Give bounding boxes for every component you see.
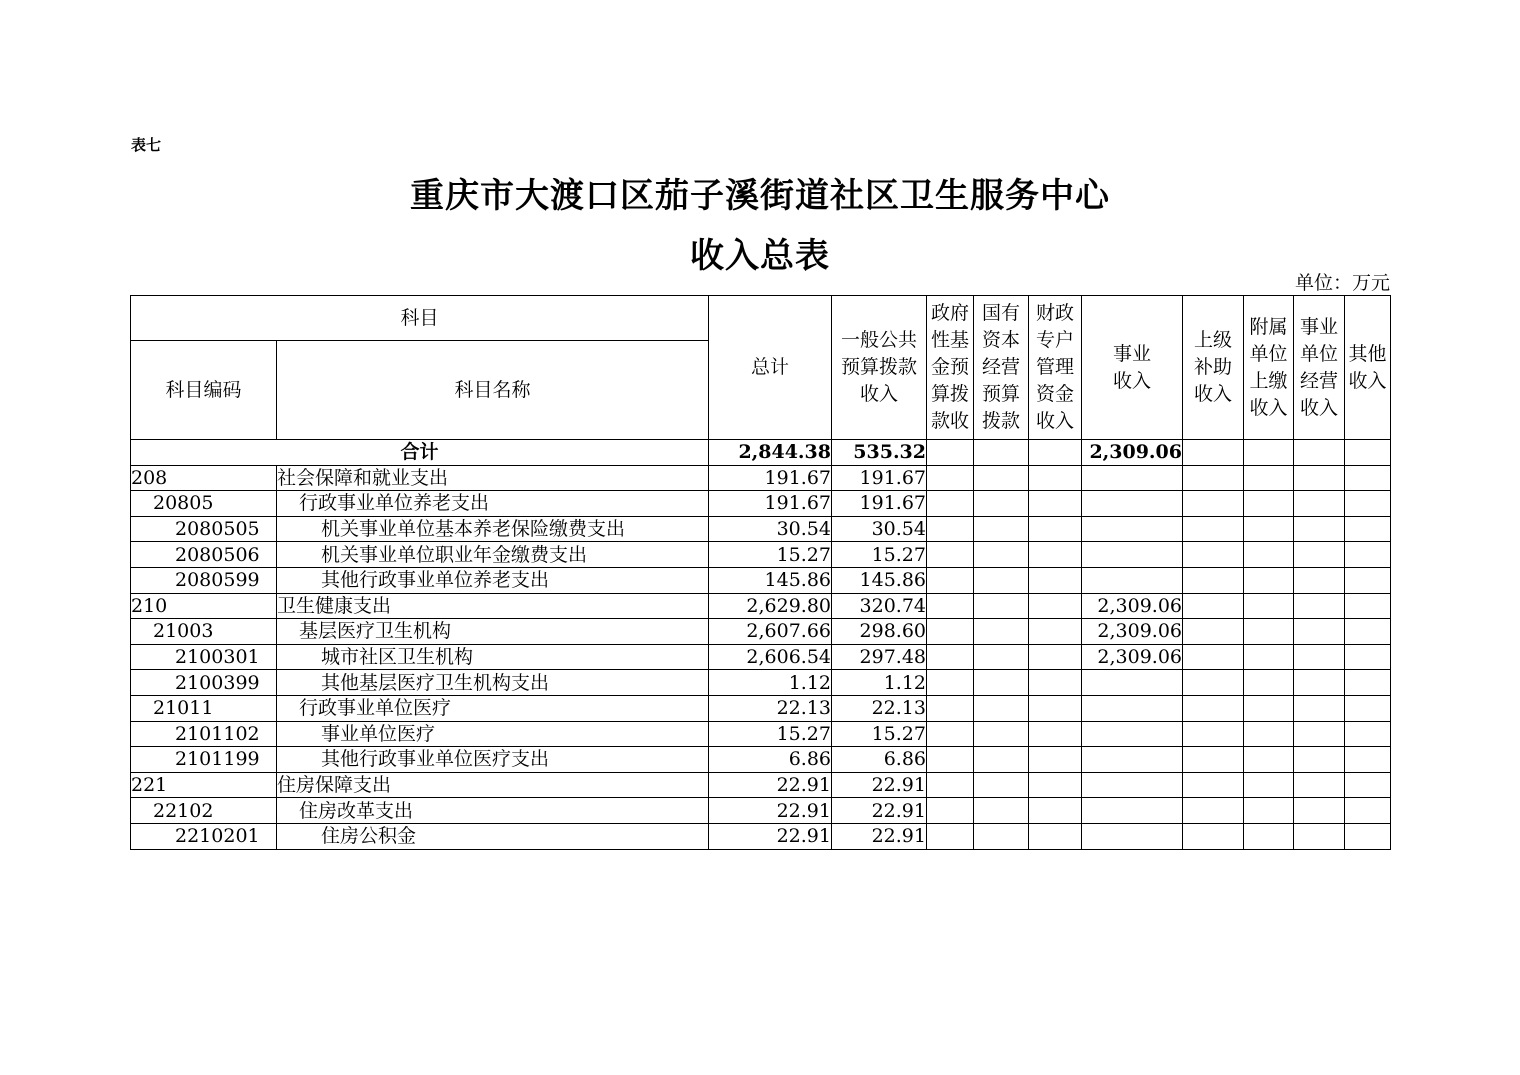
row-general-budget: 15.27 (832, 721, 927, 747)
summary-general-budget: 535.32 (832, 440, 927, 466)
empty-cell (1183, 491, 1244, 517)
row-name: 基层医疗卫生机构 (277, 619, 709, 645)
empty-cell (974, 823, 1029, 849)
empty-cell (927, 798, 974, 824)
empty-cell (1294, 516, 1345, 542)
empty-cell (927, 670, 974, 696)
row-business-income (1082, 721, 1183, 747)
row-business-income (1082, 465, 1183, 491)
row-code: 22102 (131, 798, 277, 824)
empty-cell (1345, 516, 1391, 542)
empty-cell (1029, 567, 1082, 593)
empty-cell (974, 440, 1029, 466)
table-row (131, 491, 1391, 517)
empty-cell (1294, 747, 1345, 773)
empty-cell (1345, 798, 1391, 824)
row-business-income (1082, 516, 1183, 542)
row-general-budget: 298.60 (832, 619, 927, 645)
empty-cell (1345, 542, 1391, 568)
empty-cell (1029, 440, 1082, 466)
row-name: 社会保障和就业支出 (277, 465, 709, 491)
empty-cell (1345, 619, 1391, 645)
row-code: 2080505 (131, 516, 277, 542)
row-name: 行政事业单位养老支出 (277, 491, 709, 517)
empty-cell (1345, 465, 1391, 491)
empty-cell (1345, 721, 1391, 747)
row-name: 其他行政事业单位养老支出 (277, 567, 709, 593)
empty-cell (974, 772, 1029, 798)
empty-cell (1345, 772, 1391, 798)
table-row (131, 644, 1391, 670)
empty-cell (1244, 593, 1294, 619)
empty-cell (1345, 695, 1391, 721)
empty-cell (1294, 798, 1345, 824)
empty-cell (974, 593, 1029, 619)
row-name: 城市社区卫生机构 (277, 644, 709, 670)
empty-cell (1183, 567, 1244, 593)
empty-cell (1294, 542, 1345, 568)
empty-cell (1345, 644, 1391, 670)
empty-cell (974, 747, 1029, 773)
row-total: 22.91 (709, 798, 832, 824)
row-code: 2080599 (131, 567, 277, 593)
empty-cell (1244, 695, 1294, 721)
empty-cell (927, 823, 974, 849)
table-row (131, 823, 1391, 849)
header-fiscal-special (1029, 296, 1082, 440)
empty-cell (1294, 772, 1345, 798)
empty-cell (1183, 695, 1244, 721)
empty-cell (927, 619, 974, 645)
empty-cell (974, 465, 1029, 491)
row-general-budget: 191.67 (832, 465, 927, 491)
empty-cell (1244, 619, 1294, 645)
empty-cell (1029, 747, 1082, 773)
header-other-income (1345, 296, 1391, 440)
empty-cell (1244, 721, 1294, 747)
row-business-income (1082, 491, 1183, 517)
row-general-budget: 6.86 (832, 747, 927, 773)
empty-cell (1183, 516, 1244, 542)
empty-cell (1244, 798, 1294, 824)
empty-cell (927, 747, 974, 773)
row-general-budget: 22.13 (832, 695, 927, 721)
row-name: 其他基层医疗卫生机构支出 (277, 670, 709, 696)
row-total: 2,607.66 (709, 619, 832, 645)
row-name: 机关事业单位基本养老保险缴费支出 (277, 516, 709, 542)
empty-cell (927, 516, 974, 542)
empty-cell (1244, 465, 1294, 491)
empty-cell (1183, 747, 1244, 773)
empty-cell (927, 695, 974, 721)
header-business-income (1082, 296, 1183, 440)
header-general-budget (832, 296, 927, 440)
row-business-income (1082, 798, 1183, 824)
table-label: 表七 (131, 136, 162, 154)
empty-cell (1183, 542, 1244, 568)
empty-cell (1029, 491, 1082, 517)
row-name: 住房改革支出 (277, 798, 709, 824)
header-general-budget-text: 一般公共预算拨款收入 (840, 329, 917, 405)
row-general-budget: 1.12 (832, 670, 927, 696)
header-fiscal-special-text: 财政专户管理资金收入 (1035, 302, 1074, 432)
empty-cell (1029, 670, 1082, 696)
row-code: 2101102 (131, 721, 277, 747)
page-subtitle: 收入总表 (690, 236, 830, 276)
header-other-income-text: 其他收入 (1348, 342, 1387, 392)
empty-cell (1029, 772, 1082, 798)
empty-cell (974, 798, 1029, 824)
row-code: 2080506 (131, 542, 277, 568)
empty-cell (1244, 491, 1294, 517)
empty-cell (974, 542, 1029, 568)
empty-cell (1029, 619, 1082, 645)
empty-cell (1244, 440, 1294, 466)
empty-cell (1345, 440, 1391, 466)
empty-cell (974, 644, 1029, 670)
header-superior-subsidy (1183, 296, 1244, 440)
row-code: 21011 (131, 695, 277, 721)
header-state-capital-text: 国有资本经营预算拨款 (981, 302, 1020, 432)
header-code: 科目编码 (131, 341, 277, 440)
row-code: 21003 (131, 619, 277, 645)
empty-cell (1294, 465, 1345, 491)
empty-cell (1244, 670, 1294, 696)
empty-cell (927, 491, 974, 517)
summary-total: 2,844.38 (709, 440, 832, 466)
empty-cell (1345, 823, 1391, 849)
table-row (131, 670, 1391, 696)
header-gov-fund-text: 政府性基金预算拨款收 (930, 302, 969, 432)
page-title: 重庆市大渡口区茄子溪街道社区卫生服务中心 (410, 176, 1110, 216)
empty-cell (927, 465, 974, 491)
table-row (131, 567, 1391, 593)
empty-cell (1183, 823, 1244, 849)
empty-cell (1183, 465, 1244, 491)
row-code: 2100301 (131, 644, 277, 670)
empty-cell (1244, 567, 1294, 593)
row-business-income: 2,309.06 (1082, 644, 1183, 670)
empty-cell (1244, 542, 1294, 568)
row-business-income (1082, 772, 1183, 798)
header-affiliated-income (1244, 296, 1294, 440)
header-state-capital (974, 296, 1029, 440)
empty-cell (1183, 798, 1244, 824)
row-total: 6.86 (709, 747, 832, 773)
table-row (131, 593, 1391, 619)
empty-cell (1244, 747, 1294, 773)
row-general-budget: 22.91 (832, 772, 927, 798)
row-code: 221 (131, 772, 277, 798)
empty-cell (1294, 619, 1345, 645)
empty-cell (1294, 567, 1345, 593)
empty-cell (1029, 593, 1082, 619)
header-gov-fund (927, 296, 974, 440)
row-business-income (1082, 747, 1183, 773)
empty-cell (1183, 440, 1244, 466)
empty-cell (1244, 772, 1294, 798)
empty-cell (927, 644, 974, 670)
row-name: 行政事业单位医疗 (277, 695, 709, 721)
empty-cell (1244, 516, 1294, 542)
row-total: 1.12 (709, 670, 832, 696)
empty-cell (1183, 593, 1244, 619)
row-total: 22.13 (709, 695, 832, 721)
empty-cell (974, 516, 1029, 542)
row-code: 2210201 (131, 823, 277, 849)
empty-cell (1345, 491, 1391, 517)
row-code: 2100399 (131, 670, 277, 696)
empty-cell (927, 567, 974, 593)
row-general-budget: 30.54 (832, 516, 927, 542)
header-operating-income (1294, 296, 1345, 440)
empty-cell (1183, 772, 1244, 798)
table-row (131, 542, 1391, 568)
table-row (131, 516, 1391, 542)
unit-label: 单位：万元 (1294, 272, 1390, 294)
empty-cell (927, 593, 974, 619)
empty-cell (1294, 644, 1345, 670)
row-general-budget: 15.27 (832, 542, 927, 568)
row-name: 住房保障支出 (277, 772, 709, 798)
empty-cell (1345, 747, 1391, 773)
empty-cell (1183, 619, 1244, 645)
row-general-budget: 22.91 (832, 798, 927, 824)
empty-cell (1345, 567, 1391, 593)
row-total: 2,629.80 (709, 593, 832, 619)
summary-row (131, 440, 1391, 466)
empty-cell (927, 542, 974, 568)
row-code: 20805 (131, 491, 277, 517)
header-name: 科目名称 (277, 341, 709, 440)
table-row (131, 721, 1391, 747)
row-total: 2,606.54 (709, 644, 832, 670)
header-total: 总计 (709, 296, 832, 440)
empty-cell (974, 491, 1029, 517)
header-operating-income-text: 事业单位经营收入 (1299, 315, 1338, 419)
row-code: 208 (131, 465, 277, 491)
empty-cell (1294, 670, 1345, 696)
header-business-income-text: 事业收入 (1112, 342, 1151, 392)
empty-cell (1294, 491, 1345, 517)
row-general-budget: 320.74 (832, 593, 927, 619)
row-total: 22.91 (709, 823, 832, 849)
empty-cell (974, 721, 1029, 747)
empty-cell (1294, 721, 1345, 747)
row-total: 145.86 (709, 567, 832, 593)
row-business-income (1082, 670, 1183, 696)
row-business-income (1082, 695, 1183, 721)
empty-cell (1183, 721, 1244, 747)
row-total: 22.91 (709, 772, 832, 798)
row-general-budget: 145.86 (832, 567, 927, 593)
empty-cell (1244, 644, 1294, 670)
row-name: 住房公积金 (277, 823, 709, 849)
row-business-income (1082, 542, 1183, 568)
row-code: 2101199 (131, 747, 277, 773)
table-row (131, 747, 1391, 773)
empty-cell (1029, 542, 1082, 568)
empty-cell (974, 619, 1029, 645)
empty-cell (1294, 440, 1345, 466)
table-row (131, 695, 1391, 721)
row-name: 事业单位医疗 (277, 721, 709, 747)
empty-cell (1294, 593, 1345, 619)
row-total: 191.67 (709, 465, 832, 491)
summary-business-income: 2,309.06 (1082, 440, 1183, 466)
empty-cell (1244, 823, 1294, 849)
empty-cell (1345, 670, 1391, 696)
table-row (131, 465, 1391, 491)
empty-cell (1029, 721, 1082, 747)
header-affiliated-income-text: 附属单位上缴收入 (1249, 315, 1288, 419)
table-row (131, 619, 1391, 645)
header-superior-subsidy-text: 上级补助收入 (1193, 329, 1232, 405)
empty-cell (1029, 516, 1082, 542)
row-business-income (1082, 567, 1183, 593)
empty-cell (974, 670, 1029, 696)
empty-cell (1029, 695, 1082, 721)
income-summary-table (130, 295, 1391, 850)
row-name: 机关事业单位职业年金缴费支出 (277, 542, 709, 568)
empty-cell (927, 721, 974, 747)
empty-cell (1183, 644, 1244, 670)
row-general-budget: 297.48 (832, 644, 927, 670)
row-business-income: 2,309.06 (1082, 619, 1183, 645)
table-row (131, 772, 1391, 798)
empty-cell (1029, 465, 1082, 491)
row-total: 15.27 (709, 542, 832, 568)
row-name: 其他行政事业单位医疗支出 (277, 747, 709, 773)
table-row (131, 798, 1391, 824)
row-business-income: 2,309.06 (1082, 593, 1183, 619)
empty-cell (1345, 593, 1391, 619)
empty-cell (1183, 670, 1244, 696)
empty-cell (1029, 644, 1082, 670)
row-code: 210 (131, 593, 277, 619)
empty-cell (1029, 823, 1082, 849)
row-general-budget: 22.91 (832, 823, 927, 849)
row-total: 191.67 (709, 491, 832, 517)
row-business-income (1082, 823, 1183, 849)
row-total: 30.54 (709, 516, 832, 542)
row-general-budget: 191.67 (832, 491, 927, 517)
header-subject: 科目 (131, 296, 709, 341)
empty-cell (1294, 823, 1345, 849)
summary-label: 合计 (131, 440, 709, 466)
empty-cell (1029, 798, 1082, 824)
empty-cell (927, 772, 974, 798)
row-name: 卫生健康支出 (277, 593, 709, 619)
empty-cell (1294, 695, 1345, 721)
empty-cell (927, 440, 974, 466)
row-total: 15.27 (709, 721, 832, 747)
empty-cell (974, 695, 1029, 721)
empty-cell (974, 567, 1029, 593)
